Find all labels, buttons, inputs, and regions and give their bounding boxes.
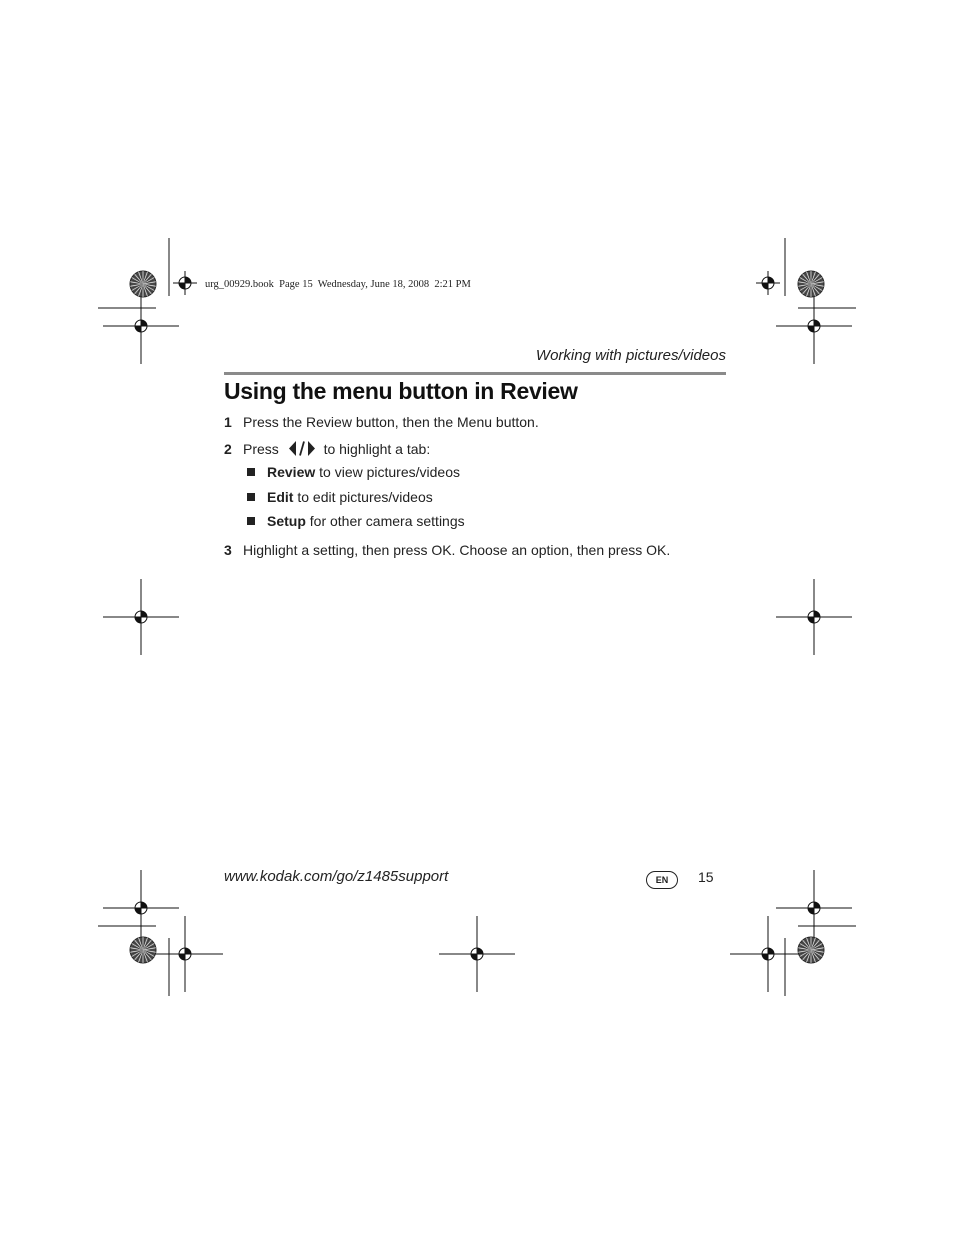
step-text: Highlight a setting, then press OK. Choose an option, then press OK. [243, 542, 671, 558]
step-text-post: to highlight a tab: [323, 441, 431, 457]
bullet-term: Setup [267, 513, 306, 529]
header-rule [224, 372, 726, 375]
print-slug: urg_00929.book Page 15 Wednesday, June 18, 2008 2:21 PM [205, 279, 471, 290]
registration-mark [776, 870, 852, 946]
registration-mark [439, 916, 515, 992]
bullet-term: Review [267, 464, 316, 480]
step-2 [224, 440, 430, 460]
registration-mark [730, 916, 806, 992]
bullet-text: to view pictures/videos [315, 464, 460, 480]
bullet-term: Edit [267, 489, 294, 505]
starburst-mark [798, 937, 824, 963]
starburst-mark [798, 271, 824, 297]
left-right-arrows-icon [287, 440, 317, 460]
bullet-review [247, 464, 460, 480]
registration-mark [776, 579, 852, 655]
starburst-mark [130, 937, 156, 963]
registration-mark [103, 288, 179, 364]
step-number: 2 [224, 441, 232, 457]
bullet-text: for other camera settings [305, 513, 465, 529]
step-text: Press the Review button, then the Menu button. [243, 414, 539, 430]
registration-mark [173, 271, 197, 295]
registration-mark [103, 579, 179, 655]
registration-mark [756, 271, 780, 295]
step-3 [224, 542, 670, 558]
step-number: 1 [224, 414, 232, 430]
bullet-setup [247, 513, 465, 529]
bullet-square-icon [247, 493, 255, 501]
support-url: www.kodak.com/go/z1485support [224, 868, 449, 885]
step-number: 3 [224, 542, 232, 558]
bullet-text: to edit pictures/videos [293, 489, 433, 505]
registration-mark [103, 870, 179, 946]
registration-mark [147, 916, 223, 992]
step-text-pre: Press [243, 441, 279, 457]
registration-mark [776, 288, 852, 364]
page-number: 15 [698, 869, 714, 885]
bullet-edit [247, 489, 433, 505]
page-title: Using the menu button in Review [224, 378, 578, 404]
bullet-square-icon [247, 517, 255, 525]
language-badge: EN [646, 871, 678, 889]
running-head: Working with pictures/videos [535, 347, 726, 364]
starburst-mark [130, 271, 156, 297]
bullet-square-icon [247, 468, 255, 476]
step-1 [224, 414, 539, 430]
